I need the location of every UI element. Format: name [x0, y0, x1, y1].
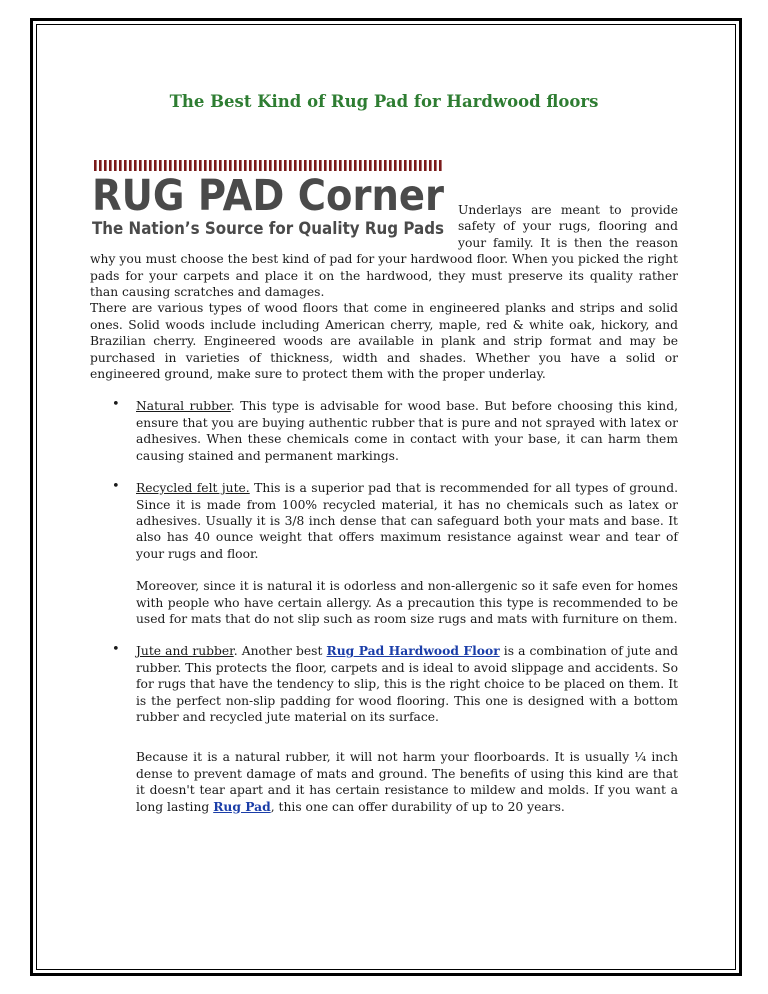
logo-stripe: [394, 160, 397, 171]
logo-stripe: [229, 160, 232, 171]
logo-stripe: [109, 160, 112, 171]
jute-rubber-text-after: is a combination of jute and rubber. This protects the floor, carpets and is ideal to avoid slippage and accidents. So for rugs that have the tendency to slip, this is the right choice to be placed on them. It is the perfect non-slip padding for wood flooring. This one is designed with a bottom rubber and recycled jute material on its surface.: [136, 644, 678, 724]
logo-stripe: [124, 160, 127, 171]
logo-stripe: [154, 160, 157, 171]
logo-stripe: [114, 160, 117, 171]
rug-pad-link[interactable]: Rug Pad: [213, 798, 271, 814]
logo-stripe: [264, 160, 267, 171]
jute-rubber-text-before: . Another best: [233, 644, 327, 659]
logo-stripe: [329, 160, 332, 171]
logo-stripe: [289, 160, 292, 171]
logo-stripe: [359, 160, 362, 171]
logo-stripe: [284, 160, 287, 171]
logo-stripe: [429, 160, 432, 171]
logo-stripe: [364, 160, 367, 171]
term-natural-rubber: Natural rubber: [136, 399, 231, 414]
logo-stripe: [439, 160, 442, 171]
rug-pad-corner-logo: [90, 158, 450, 240]
logo-stripe: [224, 160, 227, 171]
logo-stripe: [389, 160, 392, 171]
logo-stripe: [179, 160, 182, 171]
logo-stripe: [184, 160, 187, 171]
logo-stripe: [194, 160, 197, 171]
logo-stripe: [104, 160, 107, 171]
logo-stripe: [299, 160, 302, 171]
bullet-icon: •: [112, 397, 120, 413]
logo-stripe: [244, 160, 247, 171]
recycled-felt-jute-extra: Moreover, since it is natural it is odorless and non-allergenic so it safe even for homes with people who have certain allergy. As a precaution this type is recommended to be used for mats that do not slip such as room size rugs and mats with furniture on them.: [136, 579, 678, 626]
bullet-icon: •: [112, 642, 120, 658]
logo-stripe: [324, 160, 327, 171]
list-item: [90, 398, 678, 464]
logo-stripe: [189, 160, 192, 171]
logo-stripe: [414, 160, 417, 171]
logo-stripe: [214, 160, 217, 171]
logo-stripe: [369, 160, 372, 171]
logo-stripe: [219, 160, 222, 171]
logo-stripe: [419, 160, 422, 171]
logo-stripe: [134, 160, 137, 171]
logo-stripe: [304, 160, 307, 171]
logo-stripe: [354, 160, 357, 171]
logo-stripe: [94, 160, 97, 171]
logo-stripe: [339, 160, 342, 171]
list-item: [90, 643, 678, 725]
logo-stripe: [204, 160, 207, 171]
bullet-icon: •: [112, 479, 120, 495]
logo-stripe: [259, 160, 262, 171]
logo-stripe: [269, 160, 272, 171]
logo-stripe: [249, 160, 252, 171]
logo-stripe: [139, 160, 142, 171]
intro-paragraph: Underlays are meant to provide safety of your rugs, flooring and your family. It is then the reason why you must choose the best kind of pad for your hardwood floor. When you picked the right pads for your carpets and place it on the hardwood, they must preserve its quality rather than causing scratches and damages.: [90, 203, 678, 300]
wood-types-paragraph: There are various types of wood floors that come in engineered planks and strips and solid ones. Solid woods include including American cherry, maple, red & white oak, hickory, and Brazilian cherry. Engineered woods are available in plank and strip format and may be purchased in varieties of thickness, width and shades. Whether you have a solid or engineered ground, make sure to protect them with the proper underlay.: [90, 301, 678, 382]
natural-rubber-text: . This type is advisable for wood base. But before choosing this kind, ensure that you are buying authentic rubber that is pure and not sprayed with latex or adhesives. When these chemicals come in contact with your base, it can harm them causing stained and permanent markings.: [136, 399, 679, 463]
term-recycled-felt-jute: Recycled felt jute.: [136, 481, 250, 496]
logo-stripe: [169, 160, 172, 171]
document-title: The Best Kind of Rug Pad for Hardwood floors: [169, 92, 599, 111]
document-body: [90, 158, 678, 831]
logo-stripe: [274, 160, 277, 171]
logo-stripe: [129, 160, 132, 171]
logo-stripe: [149, 160, 152, 171]
logo-stripe: [199, 160, 202, 171]
logo-title: RUG PAD Corner: [92, 171, 445, 221]
recycled-felt-jute-text: This is a superior pad that is recommended for all types of ground. Since it is made from 100% recycled material, it has no chemicals such as latex or adhesives. Usually it is 3/8 inch dense that can safeguard both your mats and base. It also has 40 ounce weight that offers maximum resistance against wear and tear of your rugs and floor.: [136, 481, 678, 561]
logo-stripe: [144, 160, 147, 171]
logo-stripe: [334, 160, 337, 171]
logo-stripe: [374, 160, 377, 171]
logo-stripe: [209, 160, 212, 171]
list-item: [90, 480, 678, 627]
logo-stripe: [434, 160, 437, 171]
logo-stripe: [319, 160, 322, 171]
logo-stripe: [164, 160, 167, 171]
logo-stripe: [309, 160, 312, 171]
term-jute-and-rubber: Jute and rubber: [136, 644, 234, 659]
logo-stripe: [344, 160, 347, 171]
logo-stripe: [294, 160, 297, 171]
logo-stripe: [399, 160, 402, 171]
logo-stripe: [159, 160, 162, 171]
logo-stripe: [349, 160, 352, 171]
logo-stripe: [119, 160, 122, 171]
logo-stripe: [409, 160, 412, 171]
closing-paragraph: [90, 749, 678, 815]
pad-types-list: [90, 398, 678, 725]
logo-stripe: [379, 160, 382, 171]
logo-stripe: [404, 160, 407, 171]
closing-text-before: Because it is a natural rubber, it will not harm your floorboards. It is usually ¼ inch dense to prevent damage of mats and ground. The benefits of using this kind are that it doesn't tear apart and it has certain resistance to mildew and molds. If you want a long lasting: [136, 750, 678, 814]
logo-stripe: [234, 160, 237, 171]
logo-stripe: [254, 160, 257, 171]
logo-stripe: [314, 160, 317, 171]
rug-pad-hardwood-floor-link[interactable]: Rug Pad Hardwood Floor: [326, 643, 500, 659]
logo-stripe: [279, 160, 282, 171]
logo-stripe: [174, 160, 177, 171]
logo-stripe: [239, 160, 242, 171]
closing-text-after: , this one can offer durability of up to 20 years.: [270, 799, 565, 814]
logo-stripe: [424, 160, 427, 171]
logo-stripe: [99, 160, 102, 171]
logo-tagline: The Nation’s Source for Quality Rug Pads: [92, 219, 444, 239]
logo-stripes: [94, 160, 442, 171]
logo-stripe: [384, 160, 387, 171]
